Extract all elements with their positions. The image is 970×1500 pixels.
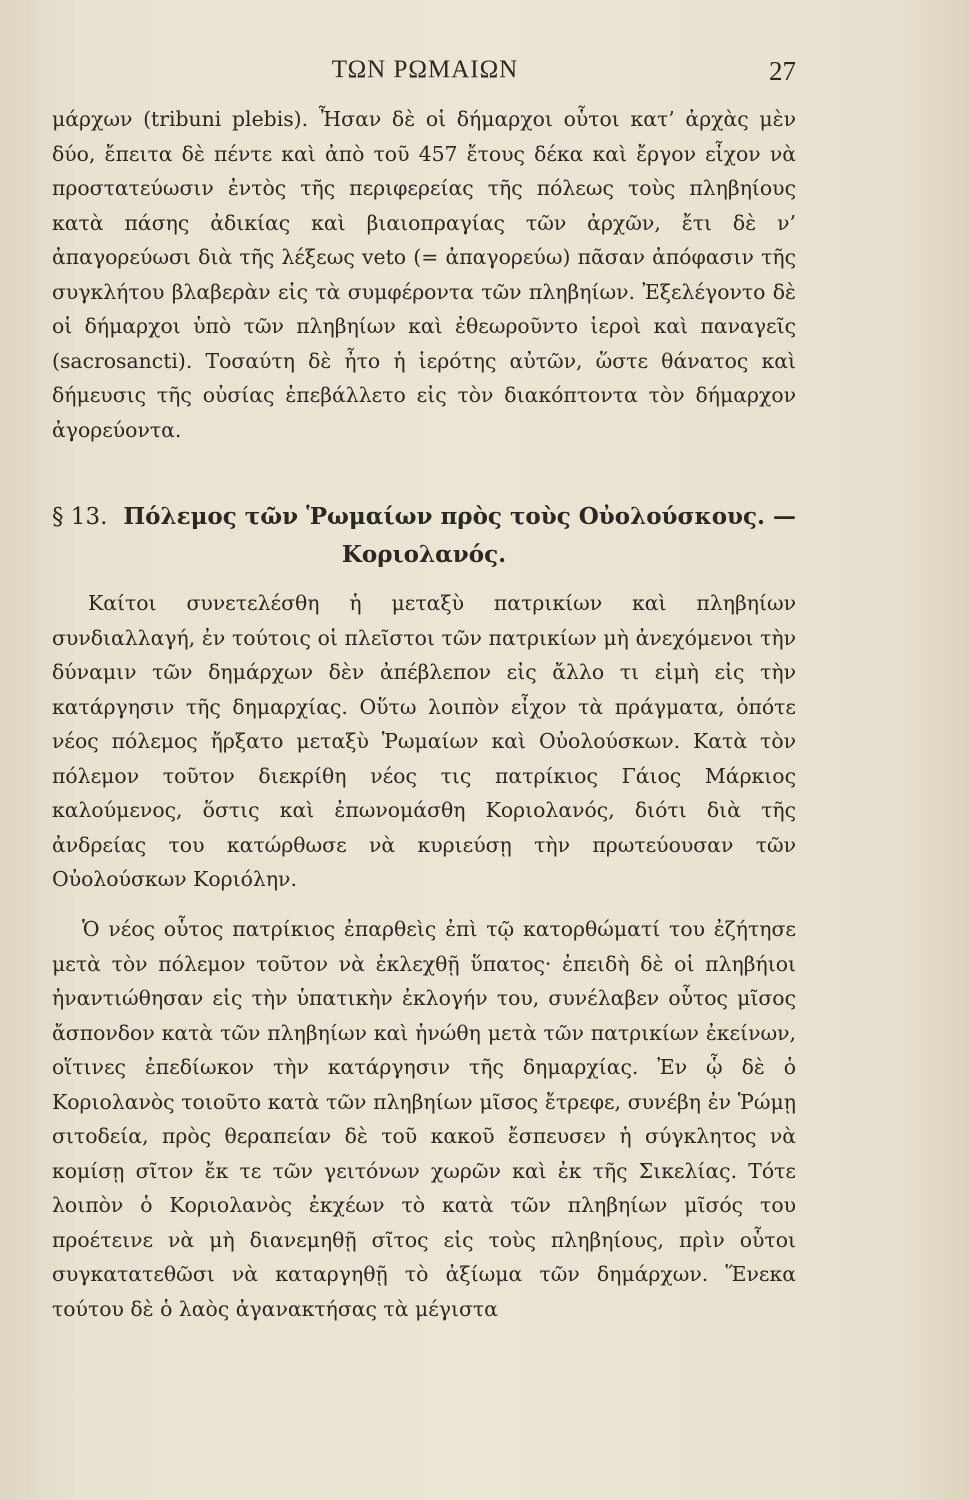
paragraph-2-text: Καίτοι συνετελέσθη ἡ μεταξὺ πατρικίων καὶ πληβηίων συνδιαλλαγή, ἐν τούτοις οἱ πλεῖστοι τῶν πατρικίων μὴ ἀνεχόμενοι τὴν δύναμιν τῶν δημάρχων δὲν ἀπέβλεπον εἰς ἄλλο τι εἰμὴ εἰς τὴν κατάργησιν τῆς δημαρχίας. Οὕτω λοιπὸν εἶχον τὰ πράγματα, ὁπότε νέος πόλεμος ἤρξατο μεταξὺ Ῥωμαίων καὶ Οὐολούσκων. Κατὰ τὸν πόλεμον τοῦτον διεκρίθη νέος τις πατρίκιος Γάιος Μάρκιος καλούμενος, ὅστις καὶ ἐπωνομάσθη Κοριολανός, διότι διὰ τῆς ἀνδρείας του κατώρθωσε νὰ κυριεύσῃ τὴν πρωτεύουσαν τῶν Οὐολούσκων Κοριόλην. bbox=[52, 591, 796, 891]
paragraph-tribunes bbox=[52, 102, 796, 447]
paragraph-1-text: μάρχων (tribuni plebis). Ἦσαν δὲ οἱ δήμαρχοι οὗτοι κατ’ ἀρχὰς μὲν δύο, ἔπειτα δὲ πέντε καὶ ἀπὸ τοῦ 457 ἔτους δέκα καὶ ἔργον εἶχον νὰ προστατεύωσιν ἐντὸς τῆς περιφερείας τῆς πόλεως τοὺς πληβηίους κατὰ πάσης ἀδικίας καὶ βιαιοπραγίας τῶν ἀρχῶν, ἔτι δὲ ν’ ἀπαγορεύωσι διὰ τῆς λέξεως veto (= ἀπαγορεύω) πᾶσαν ἀπόφασιν τῆς συγκλήτου βλαβερὰν εἰς τὰ συμφέροντα τῶν πληβηίων. Ἐξελέγοντο δὲ οἱ δήμαρχοι ὑπὸ τῶν πληβηίων καὶ ἐθεωροῦντο ἱεροὶ καὶ παναγεῖς (sacrosancti). Τοσαύτη δὲ ἦτο ἡ ἱερότης αὐτῶν, ὥστε θάνατος καὶ δήμευσις τῆς οὐσίας ἐπεβάλλετο εἰς τὸν διακόπτοντα τὸν δήμαρχον ἀγορεύοντα. bbox=[52, 107, 796, 442]
paragraph-3-text: Ὁ νέος οὗτος πατρίκιος ἐπαρθεὶς ἐπὶ τῷ κατορθώματί του ἐζήτησε μετὰ τὸν πόλεμον τοῦτον νὰ ἐκλεχθῇ ὕπατος· ἐπειδὴ δὲ οἱ πληβήιοι ἠναντιώθησαν εἰς τὴν ὑπατικὴν ἐκλογήν του, συνέλαβεν οὗτος μῖσος ἄσπονδον κατὰ τῶν πληβηίων καὶ ἡνώθη μετὰ τῶν πατρικίων ἐκείνων, οἵτινες ἐπεδίωκον τὴν κατάργησιν τῆς δημαρχίας. Ἐν ᾧ δὲ ὁ Κοριολανὸς τοιοῦτο κατὰ τῶν πληβηίων μῖσος ἔτρεφε, συνέβη ἐν Ῥώμῃ σιτοδεία, πρὸς θεραπείαν δὲ τοῦ κακοῦ ἔσπευσεν ἡ σύγκλητος νὰ κομίσῃ σῖτον ἔκ τε τῶν γειτόνων χωρῶν καὶ ἐκ τῆς Σικελίας. Τότε λοιπὸν ὁ Κοριολανὸς ἐκχέων τὸ κατὰ τῶν πληβηίων μῖσός του προέτεινε νὰ μὴ διανεμηθῇ σῖτος εἰς τοὺς πληβηίους, πρὶν οὗτοι συγκατατεθῶσι νὰ καταργηθῇ τὸ ἀξίωμα τῶν δημάρχων. Ἕνεκα τούτου δὲ ὁ λαὸς ἀγανακτήσας τὰ μέγιστα bbox=[52, 917, 796, 1321]
paragraph-coriolanus bbox=[52, 912, 796, 1326]
paragraph-war bbox=[52, 586, 796, 897]
page-number: 27 bbox=[769, 56, 796, 86]
running-head bbox=[0, 56, 970, 90]
section-mark: § 13. bbox=[52, 504, 108, 530]
section-heading bbox=[52, 498, 796, 574]
running-title: ΤΩΝ ΡΩΜΑΙΩΝ bbox=[331, 56, 519, 83]
section-heading-text: Πόλεμος τῶν Ῥωμαίων πρὸς τοὺς Οὐολούσκους. — Κοριολανός. bbox=[123, 503, 797, 568]
